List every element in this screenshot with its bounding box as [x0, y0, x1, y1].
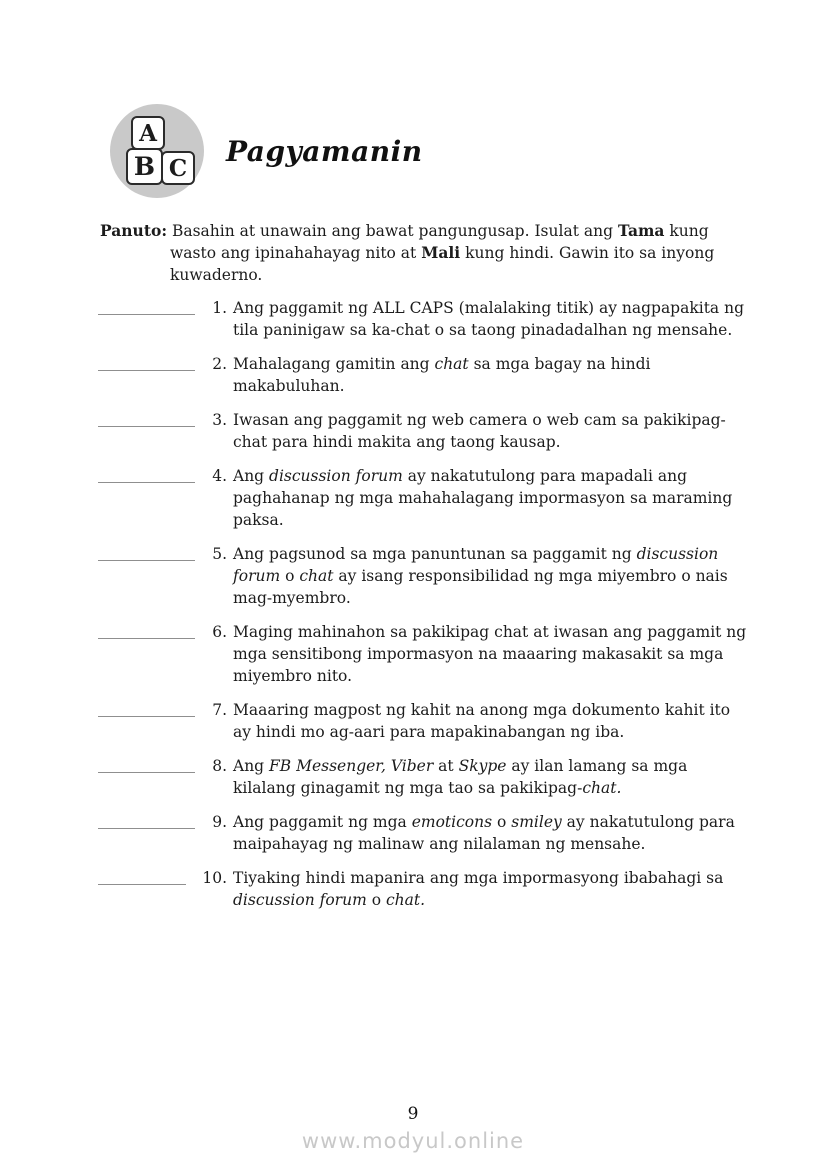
- item-text: Mahalagang gamitin ang chat sa mga bagay na hindi makabuluhan.: [233, 355, 651, 395]
- abc-block-c: C: [161, 151, 195, 185]
- list-item: [98, 699, 826, 743]
- question-list: [98, 297, 826, 911]
- instructions-paragraph: Panuto: Basahin at unawain ang bawat pangungusap. Isulat ang Tama kung wasto ang ipinahahayag nito at Mali kung hindi. Gawin ito sa inyong kuwaderno.: [100, 221, 715, 284]
- answer-blank: [98, 297, 195, 315]
- page-number: 9: [407, 1104, 419, 1124]
- list-item: [98, 409, 826, 453]
- list-item: [98, 621, 826, 687]
- section-header: [110, 104, 826, 198]
- answer-blank: [98, 353, 195, 371]
- item-number: 2.: [212, 355, 227, 373]
- answer-blank: [98, 867, 186, 885]
- list-item: [98, 465, 826, 531]
- item-number: 9.: [212, 813, 227, 831]
- answer-blank: [98, 621, 195, 639]
- item-text: Maaaring magpost ng kahit na anong mga dokumento kahit ito ay hindi mo ag-aari para mapakinabangan ng iba.: [233, 701, 731, 741]
- answer-blank: [98, 699, 195, 717]
- page-footer: [0, 1104, 826, 1153]
- list-item: [98, 353, 826, 397]
- item-text: Ang FB Messenger, Viber at Skype ay ilan lamang sa mga kilalang ginagamit ng mga tao sa pakikipag-chat.: [233, 757, 688, 797]
- item-text: Ang paggamit ng mga emoticons o smiley ay nakatutulong para maipahayag ng malinaw ang nilalaman ng mensahe.: [233, 813, 735, 853]
- watermark-text: www.modyul.online: [301, 1129, 525, 1153]
- list-item: [98, 755, 826, 799]
- item-number: 4.: [212, 467, 227, 485]
- item-text: Ang pagsunod sa mga panuntunan sa paggamit ng discussion forum o chat ay isang responsibilidad ng mga miyembro o nais mag-myembro.: [233, 545, 728, 607]
- answer-blank: [98, 409, 195, 427]
- item-number: 3.: [212, 411, 227, 429]
- item-number: 8.: [212, 757, 227, 775]
- item-number: 7.: [212, 701, 227, 719]
- item-number: 6.: [212, 623, 227, 641]
- list-item: [98, 543, 826, 609]
- item-number: 1.: [212, 299, 227, 317]
- item-text: Ang paggamit ng ALL CAPS (malalaking titik) ay nagpapakita ng tila paninigaw sa ka-chat o sa taong pinadadalhan ng mensahe.: [233, 299, 745, 339]
- abc-block-a: A: [131, 116, 165, 150]
- answer-blank: [98, 755, 195, 773]
- abc-block-b: B: [126, 148, 163, 185]
- abc-blocks-icon: [110, 104, 204, 198]
- list-item: [98, 297, 826, 341]
- item-text: Tiyaking hindi mapanira ang mga impormasyong ibabahagi sa discussion forum o chat.: [233, 869, 724, 909]
- item-number: 10.: [202, 869, 227, 887]
- answer-blank: [98, 543, 195, 561]
- item-text: Iwasan ang paggamit ng web camera o web cam sa pakikipag-chat para hindi makita ang taong kausap.: [233, 411, 726, 451]
- item-text: Maging mahinahon sa pakikipag chat at iwasan ang paggamit ng mga sensitibong impormasyon na maaaring makasakit sa mga miyembro nito.: [233, 623, 747, 685]
- list-item: [98, 867, 826, 911]
- answer-blank: [98, 811, 195, 829]
- answer-blank: [98, 465, 195, 483]
- page-title: Pagyamanin: [226, 134, 423, 168]
- list-item: [98, 811, 826, 855]
- item-text: Ang discussion forum ay nakatutulong para mapadali ang paghahanap ng mga mahahalagang impormasyon sa maraming paksa.: [233, 467, 733, 529]
- item-number: 5.: [212, 545, 227, 563]
